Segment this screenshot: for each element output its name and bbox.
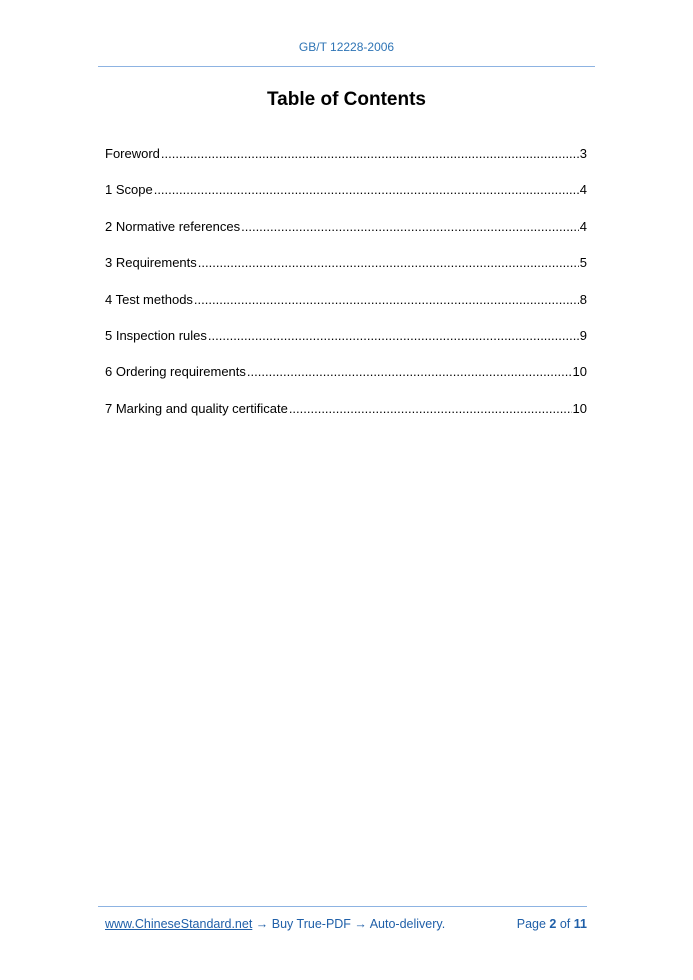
header-divider: [98, 66, 595, 67]
toc-entry-scope[interactable]: [105, 182, 587, 218]
toc-entry-label: 5 Inspection rules: [105, 327, 207, 343]
dot-leader: [154, 182, 579, 198]
toc-entry-foreword[interactable]: [105, 146, 587, 182]
dot-leader: [289, 401, 572, 417]
footer-promo-text: → Buy True-PDF → Auto-delivery.: [252, 917, 446, 931]
toc-entry-page: 4: [579, 182, 587, 198]
toc-entry-label: 2 Normative references: [105, 218, 241, 234]
toc-entry-test-methods[interactable]: [105, 292, 587, 328]
dot-leader: [194, 292, 579, 308]
toc-entry-label: 7 Marking and quality certificate: [105, 400, 288, 416]
toc-entry-ordering-requirements[interactable]: [105, 364, 587, 400]
page-indicator: [517, 917, 587, 931]
footer-divider: [98, 906, 587, 907]
toc-entry-label: 4 Test methods: [105, 291, 193, 307]
toc-entry-requirements[interactable]: [105, 255, 587, 291]
toc-entry-label: Foreword: [105, 146, 160, 161]
document-code-header: GB/T 12228-2006: [298, 40, 395, 54]
toc-entry-page: 10: [572, 364, 587, 380]
toc-entry-page: 3: [579, 146, 587, 161]
toc-entry-page: 8: [579, 291, 587, 307]
toc-entry-label: 6 Ordering requirements: [105, 364, 246, 380]
toc-title: Table of Contents: [266, 89, 427, 110]
site-link[interactable]: www.ChineseStandard.net: [105, 917, 253, 931]
footer-promo: [105, 917, 445, 931]
toc-entry-page: 5: [579, 255, 587, 271]
page-current: 2: [549, 917, 557, 931]
toc-entry-marking-quality-certificate[interactable]: [105, 401, 587, 437]
toc-entry-label: 3 Requirements: [105, 255, 197, 271]
toc-entry-page: 9: [579, 327, 587, 343]
page-word: Page: [516, 917, 546, 931]
toc-entry-page: 4: [579, 218, 587, 234]
toc-entry-normative-references[interactable]: [105, 219, 587, 255]
dot-leader: [208, 328, 579, 344]
dot-leader: [241, 219, 579, 235]
page-footer: [105, 917, 587, 931]
toc-entry-page: 10: [572, 400, 587, 416]
toc-entry-inspection-rules[interactable]: [105, 328, 587, 364]
toc-entry-label: 1 Scope: [105, 182, 153, 198]
dot-leader: [198, 255, 579, 271]
dot-leader: [161, 146, 579, 162]
dot-leader: [247, 364, 572, 380]
page-total: 11: [573, 917, 587, 931]
toc-list: [105, 146, 587, 437]
page-of-word: of: [559, 917, 571, 931]
